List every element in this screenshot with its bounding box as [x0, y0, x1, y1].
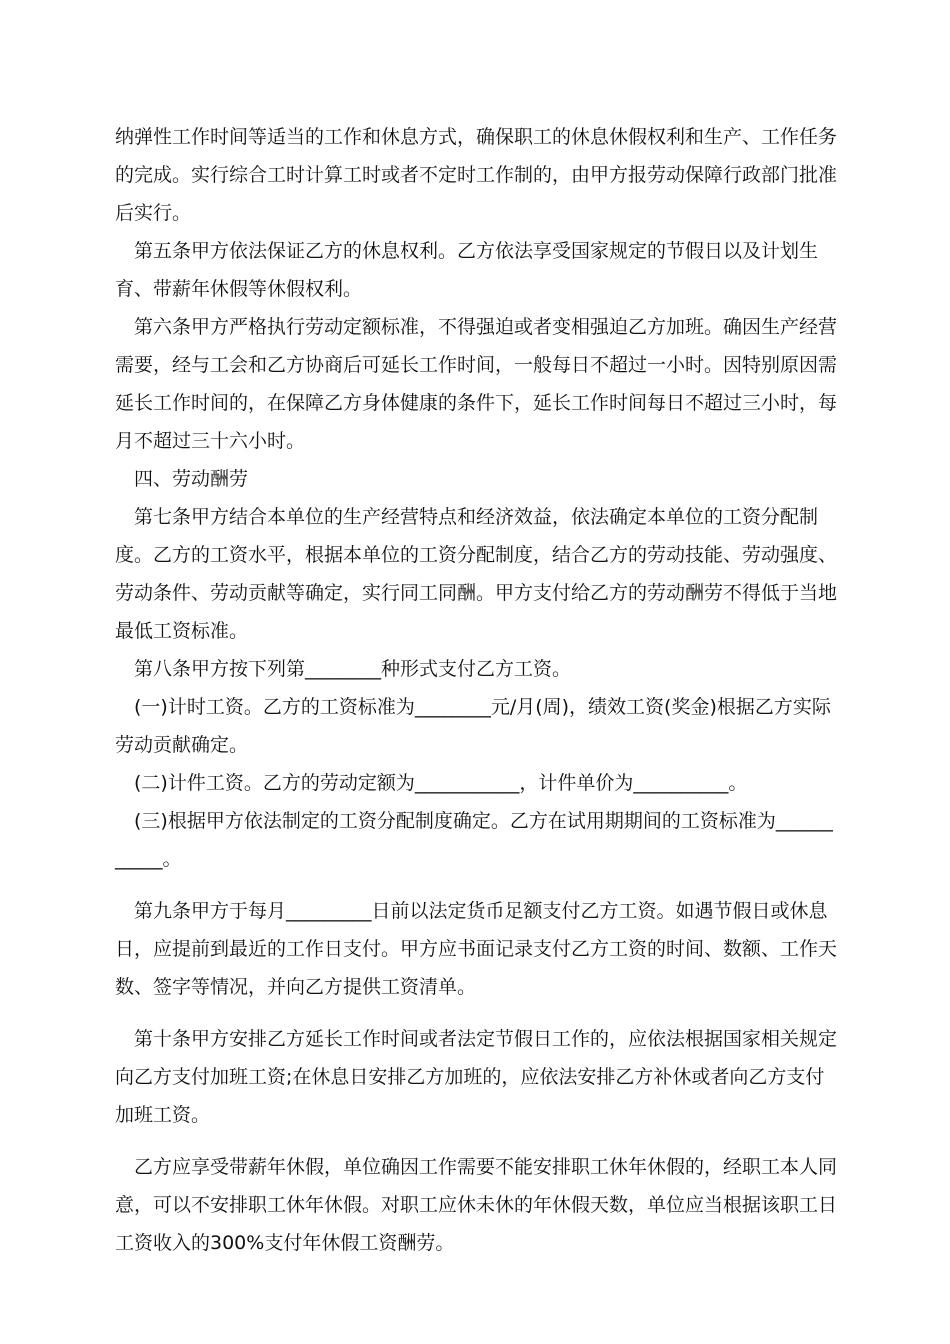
paragraph-piece-wage: (二)计件工资。乙方的劳动定额为___________，计件单价为__________。	[115, 772, 748, 794]
paragraph-article-10: 第十条甲方安排乙方延长工作时间或者法定节假日工作的，应依法根据国家相关规定向乙方支付加班工资;在休息日安排乙方加班的，应依法安排乙方补休或者向乙方支付加班工资。	[115, 1028, 838, 1126]
paragraph-annual-leave: 乙方应享受带薪年休假，单位确因工作需要不能安排职工休年休假的，经职工本人同意，可以不安排职工休年休假。对职工应休未休的年休假天数，单位应当根据该职工日工资收入的300%支付年休假工资酬劳。	[115, 1156, 838, 1254]
section-heading-labor-remuneration: 四、劳动酬劳	[115, 468, 249, 490]
document-body	[115, 118, 840, 1262]
paragraph-article-9: 第九条甲方于每月_________日前以法定货币足额支付乙方工资。如遇节假日或休息日，应提前到最近的工作日支付。甲方应书面记录支付乙方工资的时间、数额、工作天数、签字等情况，并向乙方提供工资清单。	[115, 900, 838, 998]
paragraph-wage-system: (三)根据甲方依法制定的工资分配制度确定。乙方在试用期期间的工资标准为___________。	[115, 810, 833, 870]
paragraph-article-6: 第六条甲方严格执行劳动定额标准，不得强迫或者变相强迫乙方加班。确因生产经营需要，经与工会和乙方协商后可延长工作时间，一般每日不超过一小时。因特别原因需延长工作时间的，在保障乙方身体健康的条件下，延长工作时间每日不超过三小时，每月不超过三十六小时。	[115, 316, 838, 452]
paragraph-time-wage: (一)计时工资。乙方的工资标准为________元/月(周)，绩效工资(奖金)根据乙方实际劳动贡献确定。	[115, 696, 831, 756]
paragraph-article-7: 第七条甲方结合本单位的生产经营特点和经济效益，依法确定本单位的工资分配制度。乙方的工资水平，根据本单位的工资分配制度，结合乙方的劳动技能、劳动强度、劳动条件、劳动贡献等确定，实行同工同酬。甲方支付给乙方的劳动酬劳不得低于当地最低工资标准。	[115, 506, 838, 642]
paragraph-article-8: 第八条甲方按下列第________种形式支付乙方工资。	[115, 658, 572, 680]
paragraph-work-hours-continuation: 纳弹性工作时间等适当的工作和休息方式，确保职工的休息休假权利和生产、工作任务的完成。实行综合工时计算工时或者不定时工作制的，由甲方报劳动保障行政部门批准后实行。	[115, 126, 838, 224]
paragraph-article-5: 第五条甲方依法保证乙方的休息权利。乙方依法享受国家规定的节假日以及计划生育、带薪年休假等休假权利。	[115, 240, 819, 300]
